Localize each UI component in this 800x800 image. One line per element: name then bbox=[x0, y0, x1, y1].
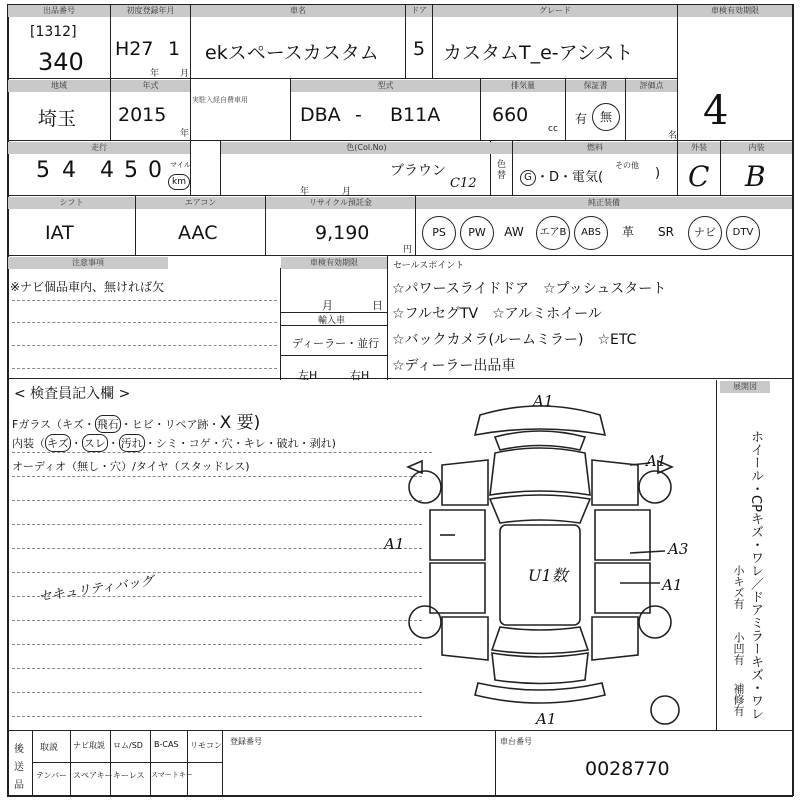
color-change-label: 色替 bbox=[497, 160, 507, 181]
inspector-line1-pre: Fガラス（キズ・ bbox=[12, 418, 95, 431]
accessory-tempa: テンバー bbox=[36, 771, 68, 780]
scuff-circled: スレ bbox=[82, 434, 108, 452]
mileage-digit: 4 bbox=[100, 158, 114, 183]
stone-chip-circled: 飛石 bbox=[95, 415, 121, 433]
equipment-circled: エアB bbox=[536, 216, 570, 250]
right-rear-door bbox=[595, 563, 650, 613]
header-ac: エアコン bbox=[136, 197, 265, 209]
right-front-fender bbox=[592, 460, 638, 505]
side-note-main: ホイール・CPキズ・ワレ／ドアミラーキズ・ワレ bbox=[748, 430, 763, 720]
dealer-day: 日 bbox=[372, 299, 383, 312]
inspector-line1-x: X 要) bbox=[219, 413, 261, 433]
header-doors: ドア bbox=[406, 5, 432, 17]
equipment-circled: PW bbox=[460, 216, 494, 250]
dirt-circled: 汚れ bbox=[119, 434, 145, 452]
handwritten-note: セキュリティバッグ bbox=[37, 574, 155, 605]
equipment-plain: SR bbox=[658, 225, 674, 239]
accessory-smart-key: スマートキー bbox=[151, 771, 193, 779]
mileage-digit: 5 bbox=[124, 158, 138, 183]
header-grade: グレード bbox=[433, 5, 677, 17]
accessory-rom-sd: ロム/SD bbox=[113, 741, 143, 750]
model-grade: カスタムT_e-アシスト bbox=[443, 42, 634, 64]
right-rear-fender bbox=[592, 617, 638, 660]
accessory-nav-manual: ナビ取説 bbox=[73, 741, 105, 750]
reg-month-mark: 月 bbox=[180, 69, 190, 79]
mileage-digit: 5 bbox=[36, 158, 50, 183]
recycle-unit: 円 bbox=[403, 245, 413, 255]
mileage-digit: 0 bbox=[148, 158, 162, 183]
accessory-remote: リモコン bbox=[190, 741, 222, 750]
left-front-door bbox=[430, 510, 485, 560]
header-dealer: 車検有効期限 bbox=[281, 257, 387, 269]
equipment-circled: PS bbox=[422, 216, 456, 250]
side-note-repair: 補修有 bbox=[732, 683, 745, 716]
inspection-year-mark: 年 bbox=[300, 187, 310, 197]
score-unit: 名 bbox=[668, 131, 678, 141]
recycle-value: 9,190 bbox=[315, 222, 370, 244]
mileage-unit-mile: マイル bbox=[170, 161, 191, 169]
color-code: C12 bbox=[450, 176, 477, 191]
type-dash: - bbox=[355, 104, 362, 126]
header-region: 地域 bbox=[8, 80, 110, 92]
serial-number: 0028770 bbox=[585, 758, 670, 780]
dealer-month: 月 bbox=[322, 299, 333, 312]
wheel-rear-right bbox=[639, 606, 671, 638]
exterior-grade: C bbox=[688, 160, 710, 193]
mark-right-mid: A3 bbox=[668, 540, 689, 558]
reg-month: 1 bbox=[168, 38, 181, 60]
side-note-small-scratch: 小キズ有 bbox=[732, 565, 745, 609]
lot-number: 340 bbox=[38, 48, 84, 76]
mark-center: U1数 bbox=[528, 566, 568, 585]
accessory-bcas: B-CAS bbox=[154, 740, 179, 749]
dealer-right-hand: 右H bbox=[350, 369, 370, 382]
rear-hatch bbox=[492, 653, 588, 684]
header-notes: 注意事項 bbox=[8, 257, 168, 269]
mark-right-top: A1 bbox=[646, 452, 667, 470]
lot-code: [1312] bbox=[30, 24, 77, 40]
header-score: 評価点 bbox=[626, 80, 677, 92]
header-diagram: 展開図 bbox=[720, 381, 770, 393]
header-shift: シフト bbox=[8, 197, 135, 209]
cc-unit: cc bbox=[548, 124, 558, 134]
equipment-circled: DTV bbox=[726, 216, 760, 250]
rear-bumper bbox=[475, 683, 605, 703]
equipment-circled: ナビ bbox=[688, 216, 722, 250]
header-reg: 初度登録年月 bbox=[111, 5, 190, 17]
header-color: 色(Col.No) bbox=[221, 142, 512, 154]
shift: IAT bbox=[45, 222, 74, 244]
sales-point: ☆ディーラー出品車 bbox=[392, 358, 516, 374]
year-value: 2015 bbox=[118, 104, 167, 126]
header-fuel: 燃料 bbox=[513, 142, 677, 154]
inspector-line2-post: ・シミ・コゲ・穴・キレ・破れ・剥れ) bbox=[144, 437, 336, 450]
header-year: 年式 bbox=[111, 80, 190, 92]
left-rear-door bbox=[430, 563, 485, 613]
fuel-other: その他 bbox=[615, 161, 639, 170]
accessory-spare-key: スペアキー bbox=[73, 771, 113, 780]
header-ext: 外装 bbox=[678, 142, 720, 154]
fuel-g-circled: G bbox=[520, 170, 536, 186]
left-front-fender bbox=[442, 460, 488, 505]
model-doors: 5 bbox=[413, 38, 426, 60]
dealer-left-hand: 左H bbox=[298, 369, 318, 382]
reg-era: H27 bbox=[115, 38, 154, 60]
subheader-note: 実駐入経自費車用 bbox=[192, 96, 248, 104]
hood bbox=[490, 448, 590, 495]
inspector-line2-pre: 内装（ bbox=[12, 437, 45, 450]
frame-left bbox=[7, 4, 9, 796]
mark-front: A1 bbox=[533, 392, 554, 410]
header-cc: 排気量 bbox=[481, 80, 565, 92]
inspector-line1 bbox=[12, 408, 260, 433]
mark-right-low: A1 bbox=[662, 576, 683, 594]
mileage-digit: 4 bbox=[62, 158, 76, 183]
sales-point: ☆パワースライドドア ☆プッシュスタート bbox=[392, 281, 667, 297]
header-inspection: 車検有効期限 bbox=[678, 5, 792, 17]
equipment-plain: AW bbox=[504, 225, 524, 239]
frame-bottom bbox=[7, 795, 793, 797]
header-warranty: 保証書 bbox=[566, 80, 625, 92]
fuel-close: ) bbox=[655, 166, 661, 181]
warranty-yes: 有 bbox=[575, 112, 588, 126]
header-mileage: 走行 bbox=[8, 142, 190, 154]
model-name: ekスペースカスタム bbox=[205, 42, 379, 64]
cc-value: 660 bbox=[492, 104, 529, 126]
bottom-label-1: 後 bbox=[14, 744, 24, 755]
inspector-line2: 内装（ キズ ・ スレ ・ 汚れ ・シミ・コゲ・穴・キレ・破れ・剥れ) bbox=[12, 434, 336, 452]
type-prefix: DBA bbox=[300, 104, 341, 126]
sales-point: ☆フルセグTV ☆アルミホイール bbox=[392, 306, 602, 322]
wheel-rear-left bbox=[409, 606, 441, 638]
rear-window bbox=[492, 627, 588, 654]
inspector-title: < 検査員記入欄 > bbox=[14, 386, 131, 402]
ac: AAC bbox=[178, 222, 218, 244]
type-code: B11A bbox=[390, 104, 441, 126]
side-note-small-dent: 小凹有 bbox=[732, 632, 745, 665]
reg-number-label: 登録番号 bbox=[230, 737, 262, 746]
equipment-plain: 革 bbox=[621, 225, 634, 239]
equipment-circled: ABS bbox=[574, 216, 608, 250]
inspector-line1-post: ・ヒビ・リペア跡・ bbox=[120, 418, 220, 431]
interior-grade: B bbox=[745, 160, 766, 193]
frame-right bbox=[792, 4, 794, 796]
notes-line1: ※ナビ個品車内、無ければ欠 bbox=[10, 280, 165, 294]
serial-label: 車台番号 bbox=[500, 737, 532, 746]
header-model: 車名 bbox=[191, 5, 405, 17]
bottom-label-2: 送 bbox=[14, 762, 24, 773]
score: 4 bbox=[703, 88, 729, 134]
windshield bbox=[490, 495, 590, 523]
bottom-label-3: 品 bbox=[14, 780, 24, 791]
mark-left: A1 bbox=[384, 535, 405, 553]
wheel-front-right bbox=[639, 471, 671, 503]
fuel-options: ・D・電気( bbox=[536, 170, 604, 185]
left-rear-fender bbox=[442, 617, 488, 660]
dealer-import: 輸入車 bbox=[318, 316, 346, 326]
header-sales: セールスポイント bbox=[393, 261, 465, 271]
accessory-keyless: キーレス bbox=[113, 771, 145, 780]
header-int: 内装 bbox=[721, 142, 792, 154]
sales-point: ☆バックカメラ(ルームミラー) ☆ETC bbox=[392, 332, 637, 348]
mileage-unit-km: km bbox=[168, 174, 190, 190]
header-equip: 純正装備 bbox=[416, 197, 792, 209]
region: 埼玉 bbox=[38, 108, 77, 130]
year-unit: 年 bbox=[180, 129, 190, 139]
header-type: 型式 bbox=[291, 80, 480, 92]
wheel-front-left bbox=[409, 471, 441, 503]
header-recycle: リサイクル預託金 bbox=[266, 197, 415, 209]
accessory-manual: 取説 bbox=[40, 743, 59, 753]
warranty-no-circled: 無 bbox=[592, 103, 620, 131]
color-name: ブラウン bbox=[390, 163, 446, 179]
dealer-parallel: ディーラー・並行 bbox=[292, 337, 380, 350]
car-diagram bbox=[400, 395, 683, 725]
reg-year-mark: 年 bbox=[150, 69, 160, 79]
inspector-line3: オーディオ（無し・穴）/タイヤ（スタッドレス) bbox=[12, 460, 250, 473]
mark-rear: A1 bbox=[536, 710, 557, 728]
hood-front bbox=[495, 431, 585, 450]
inspection-month-mark: 月 bbox=[342, 187, 352, 197]
scratch-circled: キズ bbox=[45, 434, 71, 452]
header-lot: 出品番号 bbox=[8, 5, 110, 17]
